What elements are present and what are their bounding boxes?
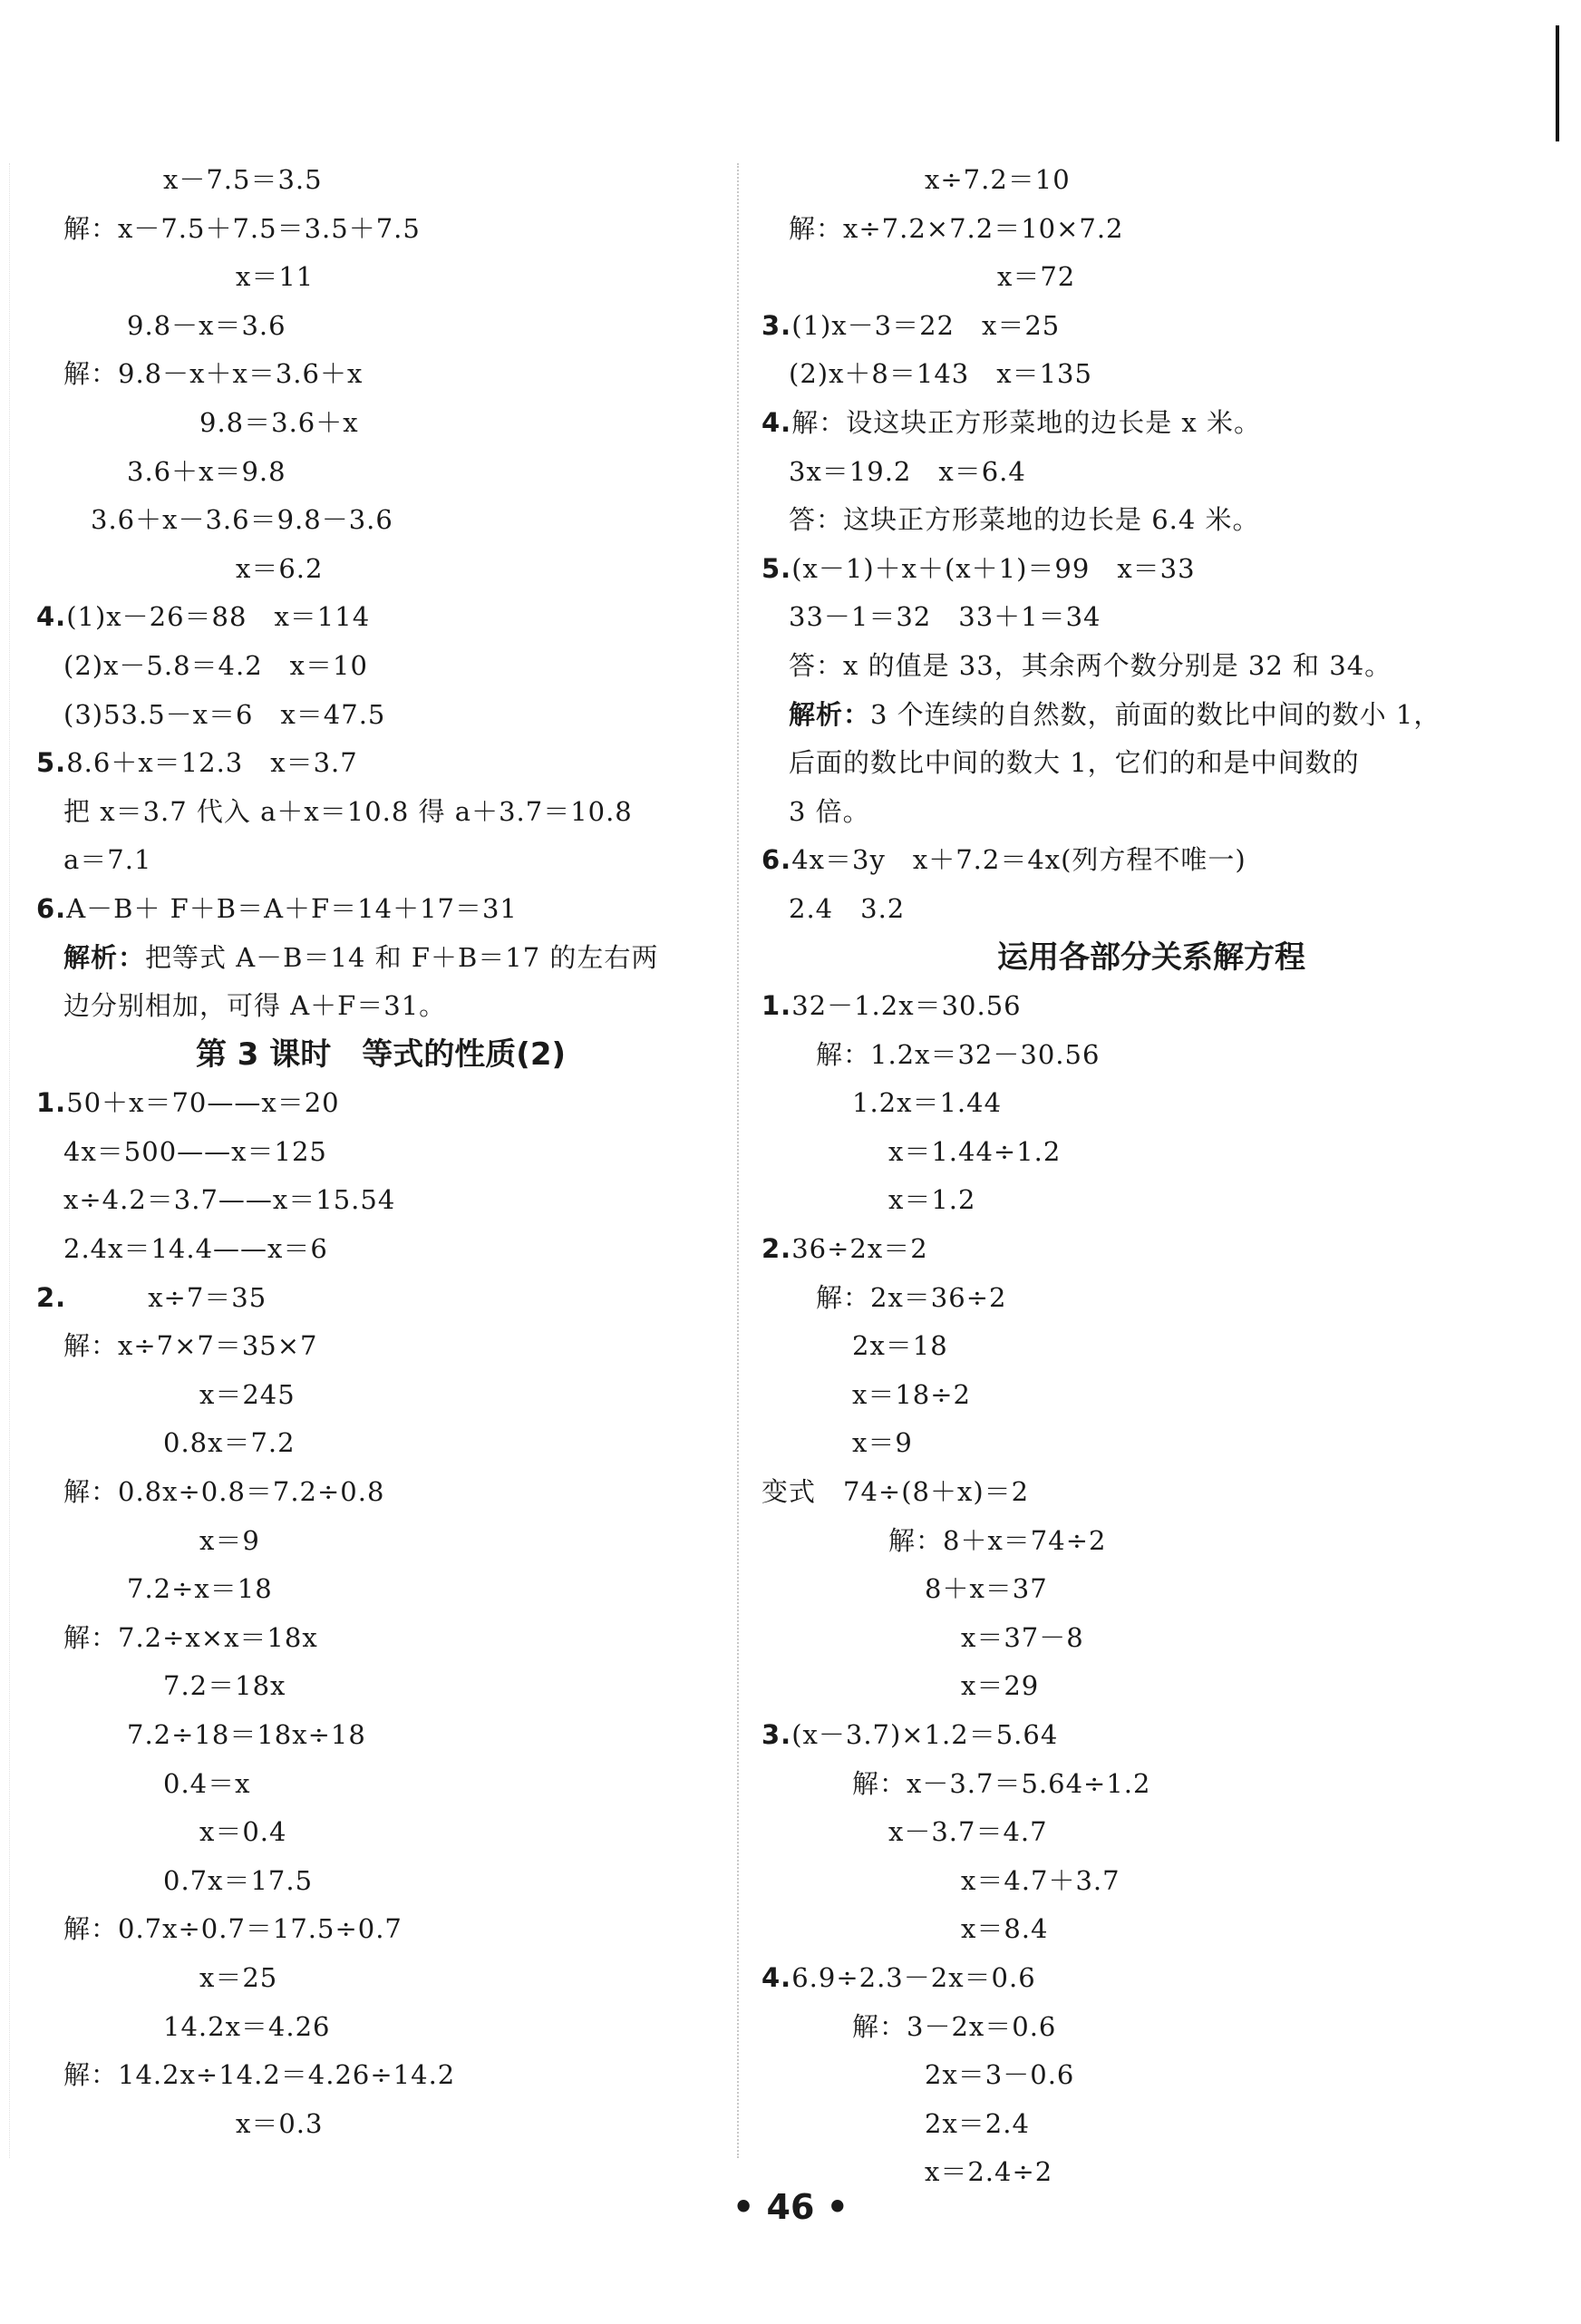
text-line <box>36 982 725 1031</box>
text-line <box>761 253 1541 302</box>
line-text: 解：x÷7×7＝35×7 <box>63 1330 318 1362</box>
text-line <box>36 1419 725 1468</box>
question-number: 4. <box>761 1961 792 1993</box>
line-text: (2)x＋8＝143 x＝135 <box>789 358 1092 390</box>
line-text: 变式 74÷(8＋x)＝2 <box>761 1476 1030 1508</box>
line-text: 解：14.2x÷14.2＝4.26÷14.2 <box>63 2059 456 2091</box>
line-text: 解：x－3.7＝5.64÷1.2 <box>852 1767 1151 1799</box>
line-text: 解：x－7.5＋7.5＝3.5＋7.5 <box>63 212 421 244</box>
line-text: 答：x 的值是 33，其余两个数分别是 32 和 34。 <box>789 649 1392 681</box>
text-line <box>36 1565 725 1614</box>
text-line <box>761 302 1541 351</box>
line-text: 把 x＝3.7 代入 a＋x＝10.8 得 a＋3.7＝10.8 <box>63 795 633 827</box>
section-heading: 运用各部分关系解方程 <box>997 938 1305 976</box>
line-text: 33－1＝32 33＋1＝34 <box>789 601 1101 633</box>
text-line <box>761 1225 1541 1274</box>
right-column <box>761 156 1541 2197</box>
line-text: x＝37－8 <box>961 1621 1084 1653</box>
text-line <box>36 205 725 254</box>
line-text: x＝1.44÷1.2 <box>888 1135 1062 1167</box>
line-text: 解：7.2÷x×x＝18x <box>63 1621 318 1653</box>
text-line <box>36 788 725 837</box>
line-text: 3.6＋x－3.6＝9.8－3.6 <box>91 504 393 536</box>
line-text: (2)x－5.8＝4.2 x＝10 <box>63 649 368 681</box>
line-text: 0.7x＝17.5 <box>163 1864 314 1896</box>
text-line <box>761 1711 1541 1760</box>
text-line <box>36 448 725 497</box>
text-line <box>36 2051 725 2100</box>
line-text: x＝4.7＋3.7 <box>961 1864 1120 1896</box>
text-line <box>761 496 1541 545</box>
text-line <box>761 1808 1541 1857</box>
text-line <box>761 2100 1541 2149</box>
line-text: 0.8x＝7.2 <box>163 1427 296 1459</box>
left-column <box>36 156 725 2148</box>
line-text: 9.8－x＝3.6 <box>127 309 286 341</box>
text-line <box>36 1954 725 2003</box>
line-text: x＝72 <box>997 261 1076 293</box>
line-text: x＝8.4 <box>961 1913 1049 1945</box>
line-text: x＝245 <box>199 1378 296 1410</box>
line-text: x＝29 <box>961 1670 1040 1702</box>
line-text: 解：3－2x＝0.6 <box>852 2010 1057 2042</box>
text-line <box>761 642 1541 691</box>
text-line <box>36 1225 725 1274</box>
text-line <box>761 1419 1541 1468</box>
line-text: x＝6.2 <box>236 552 324 584</box>
question-number: 4. <box>761 406 792 438</box>
line-text: 3 个连续的自然数，前面的数比中间的数小 1， <box>870 698 1441 730</box>
text-line <box>761 885 1541 934</box>
line-text: 2x＝3－0.6 <box>925 2059 1075 2091</box>
question-number: 4. <box>36 601 67 633</box>
line-text: 解：x÷7.2×7.2＝10×7.2 <box>789 212 1124 244</box>
text-line <box>36 1176 725 1225</box>
line-text: 把等式 A－B＝14 和 F＋B＝17 的左右两 <box>145 941 659 973</box>
line-text: 解：设这块正方形菜地的边长是 x 米。 <box>791 406 1261 438</box>
line-text: x＝18÷2 <box>852 1378 972 1410</box>
line-text: x－3.7＝4.7 <box>888 1816 1048 1848</box>
question-number: 2. <box>761 1233 792 1265</box>
line-text: x÷7.2＝10 <box>925 164 1071 195</box>
text-line <box>36 156 725 205</box>
text-line <box>36 1905 725 1954</box>
text-line <box>761 982 1541 1031</box>
text-line <box>36 642 725 691</box>
page-number: • 46 • <box>732 2187 849 2227</box>
question-number: 2. <box>36 1281 67 1313</box>
line-text: x＝2.4÷2 <box>925 2156 1053 2188</box>
question-number: 1. <box>36 1087 67 1119</box>
line-text: 14.2x＝4.26 <box>163 2010 331 2042</box>
text-line <box>36 253 725 302</box>
text-line <box>761 1857 1541 1906</box>
question-number: 5. <box>761 552 792 584</box>
text-line <box>36 885 725 934</box>
line-text: x＝11 <box>236 261 315 293</box>
line-text: 9.8＝3.6＋x <box>199 406 359 438</box>
line-text: 解：2x＝36÷2 <box>816 1281 1007 1313</box>
question-number: 6. <box>36 892 67 924</box>
line-text: x÷7＝35 <box>66 1281 267 1313</box>
text-line <box>36 1662 725 1711</box>
text-line <box>761 1371 1541 1420</box>
line-text: x＝25 <box>199 1961 278 1993</box>
text-line <box>36 2100 725 2149</box>
text-line <box>36 934 725 983</box>
line-text: (x－3.7)×1.2＝5.64 <box>791 1719 1059 1750</box>
text-line <box>36 1517 725 1566</box>
text-line <box>36 593 725 642</box>
analysis-label: 解析： <box>789 698 871 730</box>
question-number: 5. <box>36 747 67 779</box>
text-line <box>761 1614 1541 1663</box>
text-line <box>761 1760 1541 1809</box>
text-line <box>761 593 1541 642</box>
text-line <box>761 1128 1541 1177</box>
line-text: 解：8＋x＝74÷2 <box>888 1524 1107 1556</box>
text-line <box>761 545 1541 594</box>
line-text: 50＋x＝70——x＝20 <box>66 1087 340 1119</box>
line-text: 36÷2x＝2 <box>791 1233 928 1265</box>
text-line <box>761 1468 1541 1517</box>
line-text: 7.2÷x＝18 <box>127 1573 273 1605</box>
left-edge-rule <box>9 163 10 2158</box>
line-text: 边分别相加，可得 A＋F＝31。 <box>63 990 447 1022</box>
edge-bar <box>1556 25 1559 141</box>
line-text: 解：0.8x÷0.8＝7.2÷0.8 <box>63 1476 385 1508</box>
line-text: 2.4 3.2 <box>789 892 906 924</box>
text-line <box>36 1322 725 1371</box>
analysis-label: 解析： <box>63 941 146 973</box>
text-line <box>761 1274 1541 1323</box>
text-line <box>36 399 725 448</box>
line-text: (3)53.5－x＝6 x＝47.5 <box>63 698 386 730</box>
text-line <box>761 1079 1541 1128</box>
line-text: A－B＋ F＋B＝A＋F＝14＋17＝31 <box>66 892 518 924</box>
text-line <box>761 2003 1541 2052</box>
text-line <box>761 1517 1541 1566</box>
line-text: 2x＝18 <box>852 1330 948 1362</box>
text-line <box>761 350 1541 399</box>
text-line <box>36 302 725 351</box>
text-line <box>36 350 725 399</box>
text-line <box>761 205 1541 254</box>
line-text: 3.6＋x＝9.8 <box>127 455 286 487</box>
text-line <box>36 2003 725 2052</box>
text-line <box>36 1371 725 1420</box>
text-line <box>761 1176 1541 1225</box>
line-text: 6.9÷2.3－2x＝0.6 <box>791 1961 1036 1993</box>
line-text: 4x＝500——x＝125 <box>63 1135 327 1167</box>
text-line <box>761 2051 1541 2100</box>
line-text: x＝0.4 <box>199 1816 287 1848</box>
text-line <box>36 545 725 594</box>
text-line <box>36 691 725 740</box>
question-number: 6. <box>761 844 792 876</box>
text-line <box>36 739 725 788</box>
text-line <box>36 1128 725 1177</box>
question-number: 1. <box>761 990 792 1022</box>
text-line <box>761 1954 1541 2003</box>
text-line <box>761 788 1541 837</box>
line-text: 7.2÷18＝18x÷18 <box>127 1719 366 1750</box>
text-line <box>761 156 1541 205</box>
line-text: x÷4.2＝3.7——x＝15.54 <box>63 1184 396 1216</box>
text-line <box>36 1274 725 1323</box>
text-line <box>36 1614 725 1663</box>
text-line <box>761 399 1541 448</box>
line-text: 后面的数比中间的数大 1，它们的和是中间数的 <box>789 747 1360 779</box>
line-text: a＝7.1 <box>63 844 152 876</box>
line-text: 4x＝3y x＋7.2＝4x(列方程不唯一) <box>791 844 1246 876</box>
text-line <box>36 1857 725 1906</box>
text-line <box>761 836 1541 885</box>
line-text: x－7.5＝3.5 <box>163 164 323 195</box>
text-line <box>761 739 1541 788</box>
text-line <box>761 1905 1541 1954</box>
line-text: 8＋x＝37 <box>925 1573 1048 1605</box>
line-text: x＝1.2 <box>888 1184 976 1216</box>
line-text: 2x＝2.4 <box>925 2107 1030 2139</box>
line-text: 解：0.7x÷0.7＝17.5÷0.7 <box>63 1913 403 1945</box>
text-line <box>36 496 725 545</box>
line-text: x＝9 <box>852 1427 913 1459</box>
line-text: 2.4x＝14.4——x＝6 <box>63 1233 328 1265</box>
text-line <box>36 1079 725 1128</box>
line-text: 3 倍。 <box>789 795 870 827</box>
text-line <box>761 691 1541 740</box>
text-line <box>36 1468 725 1517</box>
line-text: (x－1)＋x＋(x＋1)＝99 x＝33 <box>791 552 1196 584</box>
line-text: 3x＝19.2 x＝6.4 <box>789 455 1026 487</box>
line-text: (1)x－26＝88 x＝114 <box>66 601 371 633</box>
text-line <box>36 836 725 885</box>
line-text: x＝0.3 <box>236 2107 324 2139</box>
section-heading: 第 3 课时 等式的性质(2) <box>195 1036 567 1073</box>
text-line <box>761 1565 1541 1614</box>
line-text: 解：1.2x＝32－30.56 <box>816 1038 1101 1070</box>
line-text: 7.2＝18x <box>163 1670 286 1702</box>
line-text: 答：这块正方形菜地的边长是 6.4 米。 <box>789 504 1260 536</box>
text-line <box>36 1711 725 1760</box>
text-line <box>36 1760 725 1809</box>
question-number: 3. <box>761 1719 792 1750</box>
line-text: 1.2x＝1.44 <box>852 1087 1003 1119</box>
text-line <box>761 448 1541 497</box>
column-divider <box>737 163 739 2158</box>
line-text: x＝9 <box>199 1524 260 1556</box>
text-line <box>761 1031 1541 1080</box>
text-line <box>761 1662 1541 1711</box>
text-line <box>36 1808 725 1857</box>
line-text: (1)x－3＝22 x＝25 <box>791 309 1061 341</box>
line-text: 0.4＝x <box>163 1767 251 1799</box>
line-text: 32－1.2x＝30.56 <box>791 990 1022 1022</box>
text-line <box>761 1322 1541 1371</box>
line-text: 解：9.8－x＋x＝3.6＋x <box>63 358 364 390</box>
line-text: 8.6＋x＝12.3 x＝3.7 <box>66 747 358 779</box>
question-number: 3. <box>761 309 792 341</box>
